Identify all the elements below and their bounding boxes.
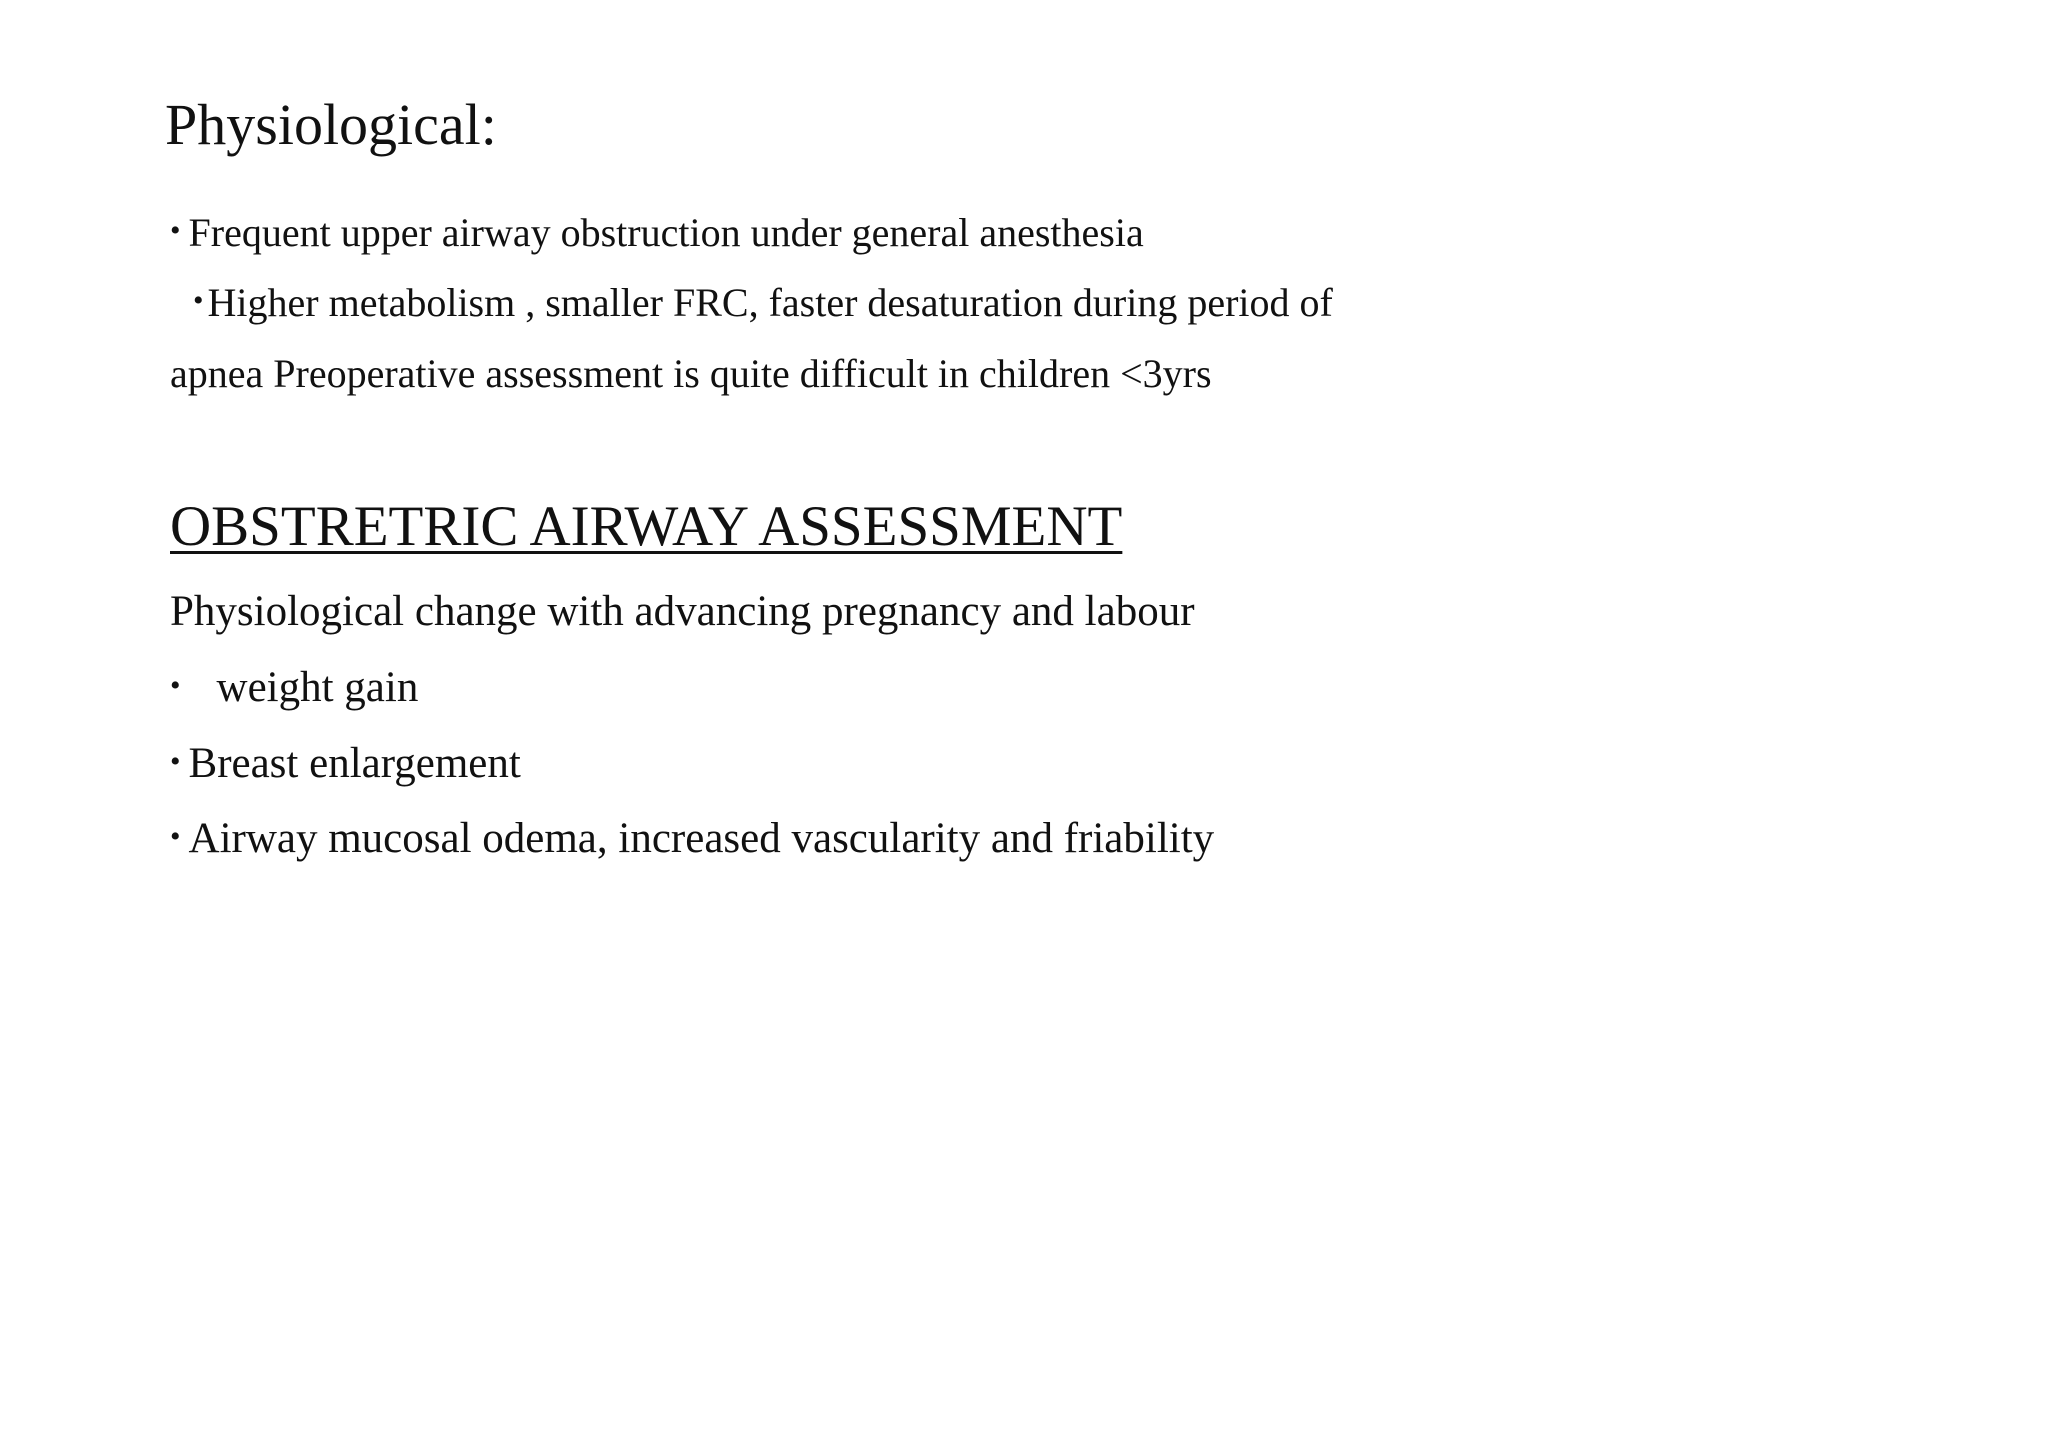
list-item-metabolism [193,280,1333,325]
obstetric-heading: OBSTRETRIC AIRWAY ASSESSMENT [170,495,1123,558]
list-item-text: weight gain [216,664,419,711]
bullet-icon: • [170,669,181,702]
list-item-mucosal-odema [170,817,1214,860]
list-item-text: Breast enlargement [188,740,521,787]
obstetric-intro: Physiological change with advancing pregnancy and labour [170,588,1195,635]
list-item-text: Frequent upper airway obstruction under general anesthesia [188,210,1144,255]
list-item-breast-enlargement [170,742,521,785]
bullet-icon: • [170,820,181,853]
bullet-icon: • [193,284,204,317]
list-item-continuation: apnea Preoperative assessment is quite difficult in children <3yrs [170,351,1212,396]
list-item-text: Higher metabolism , smaller FRC, faster desaturation during period of [207,280,1333,325]
list-item-airway-obstruction [170,210,1144,255]
list-item-weight-gain [170,666,418,709]
section-title: Physiological: [165,92,497,157]
bullet-icon: • [170,745,181,778]
bullet-icon: • [170,214,181,247]
list-item-text: Airway mucosal odema, increased vascularity and friability [188,815,1215,862]
